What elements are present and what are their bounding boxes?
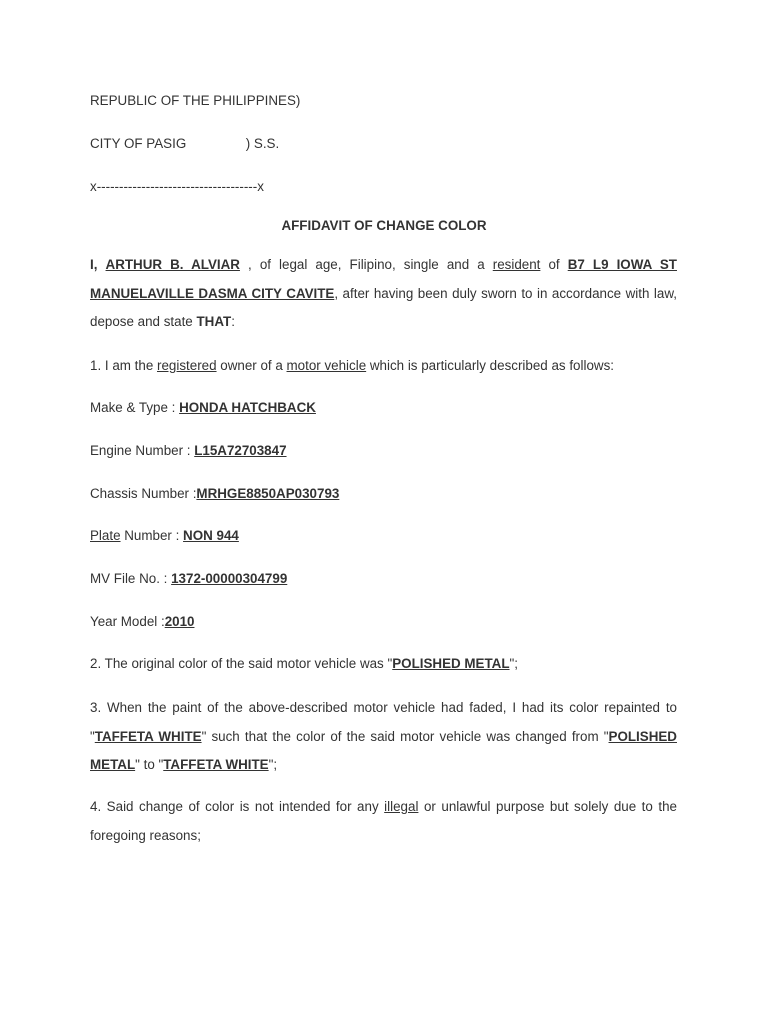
engine-label: Engine Number :: [90, 443, 195, 458]
mv-value: 1372-00000304799: [171, 571, 288, 586]
p3-text-c: " to ": [135, 757, 164, 772]
intro-text-2: of: [540, 257, 568, 272]
make-type-row: [90, 400, 316, 416]
engine-value: L15A72703847: [194, 443, 287, 458]
p3-text-b: " such that the color of the said motor vehicle was changed from ": [201, 728, 609, 744]
chassis-number-row: [90, 486, 339, 502]
mv-label: MV File No. :: [90, 571, 172, 586]
engine-number-row: [90, 443, 287, 459]
city-name: CITY OF PASIG: [90, 136, 187, 151]
chassis-value: MRHGE8850AP030793: [196, 486, 340, 501]
paragraph-2: [90, 656, 518, 672]
paragraph-3: [90, 694, 677, 780]
intro-i: I,: [90, 257, 98, 272]
plate-value: NON 944: [183, 528, 239, 543]
ss-label: ) S.S.: [245, 136, 280, 151]
p2-text-b: ";: [509, 656, 519, 671]
plate-word: Plate: [90, 528, 121, 543]
p4-text-a: 4. Said change of color is not intended for any: [90, 799, 385, 814]
p3-text-a: 3. When the paint of the above-described motor vehicle had faded, I had its color repainted to ": [90, 700, 677, 744]
illegal-word: illegal: [384, 799, 419, 814]
republic-line: REPUBLIC OF THE PHILIPPINES): [90, 93, 301, 108]
year-label: Year Model :: [90, 614, 165, 629]
affiant-address: B7 L9 IOWA ST MANUELAVILLE DASMA CITY CAVITE: [90, 257, 677, 301]
mv-file-row: [90, 571, 287, 587]
intro-colon: :: [231, 314, 235, 329]
intro-text-3: , after having been duly sworn to in accordance with law, depose and state: [90, 285, 677, 329]
intro-text-1: , of legal age, Filipino, single and a: [239, 257, 493, 272]
new-color-1: TAFFETA WHITE: [94, 728, 202, 744]
old-color: POLISHED METAL: [90, 728, 677, 772]
motor-vehicle-word: motor vehicle: [286, 358, 367, 373]
intro-paragraph: [90, 251, 677, 337]
chassis-label: Chassis Number :: [90, 486, 197, 501]
make-label: Make & Type :: [90, 400, 180, 415]
p1-text-a: 1. I am the: [90, 358, 157, 373]
year-model-row: [90, 614, 194, 630]
divider-line: x------------------------------------x: [90, 179, 264, 194]
p1-text-b: owner of a: [216, 358, 287, 373]
document-title: AFFIDAVIT OF CHANGE COLOR: [281, 218, 487, 233]
registered-word: registered: [157, 358, 217, 373]
p4-text-b: or unlawful purpose but solely due to the foregoing reasons;: [90, 799, 677, 843]
paragraph-1: [90, 358, 614, 374]
plate-number-row: [90, 528, 239, 544]
p2-text-a: 2. The original color of the said motor vehicle was ": [90, 656, 393, 671]
that-word: THAT: [196, 314, 232, 329]
make-value: HONDA HATCHBACK: [179, 400, 316, 415]
paragraph-4: [90, 793, 677, 850]
city-line: [90, 136, 279, 152]
affiant-name: ARTHUR B. ALVIAR: [105, 257, 240, 272]
original-color: POLISHED METAL: [392, 656, 510, 671]
resident-word: resident: [492, 257, 541, 272]
plate-label: Number :: [120, 528, 184, 543]
p3-text-d: ";: [268, 757, 278, 772]
year-value: 2010: [164, 614, 195, 629]
p1-text-c: which is particularly described as follows:: [366, 358, 614, 373]
new-color-2: TAFFETA WHITE: [163, 757, 269, 772]
